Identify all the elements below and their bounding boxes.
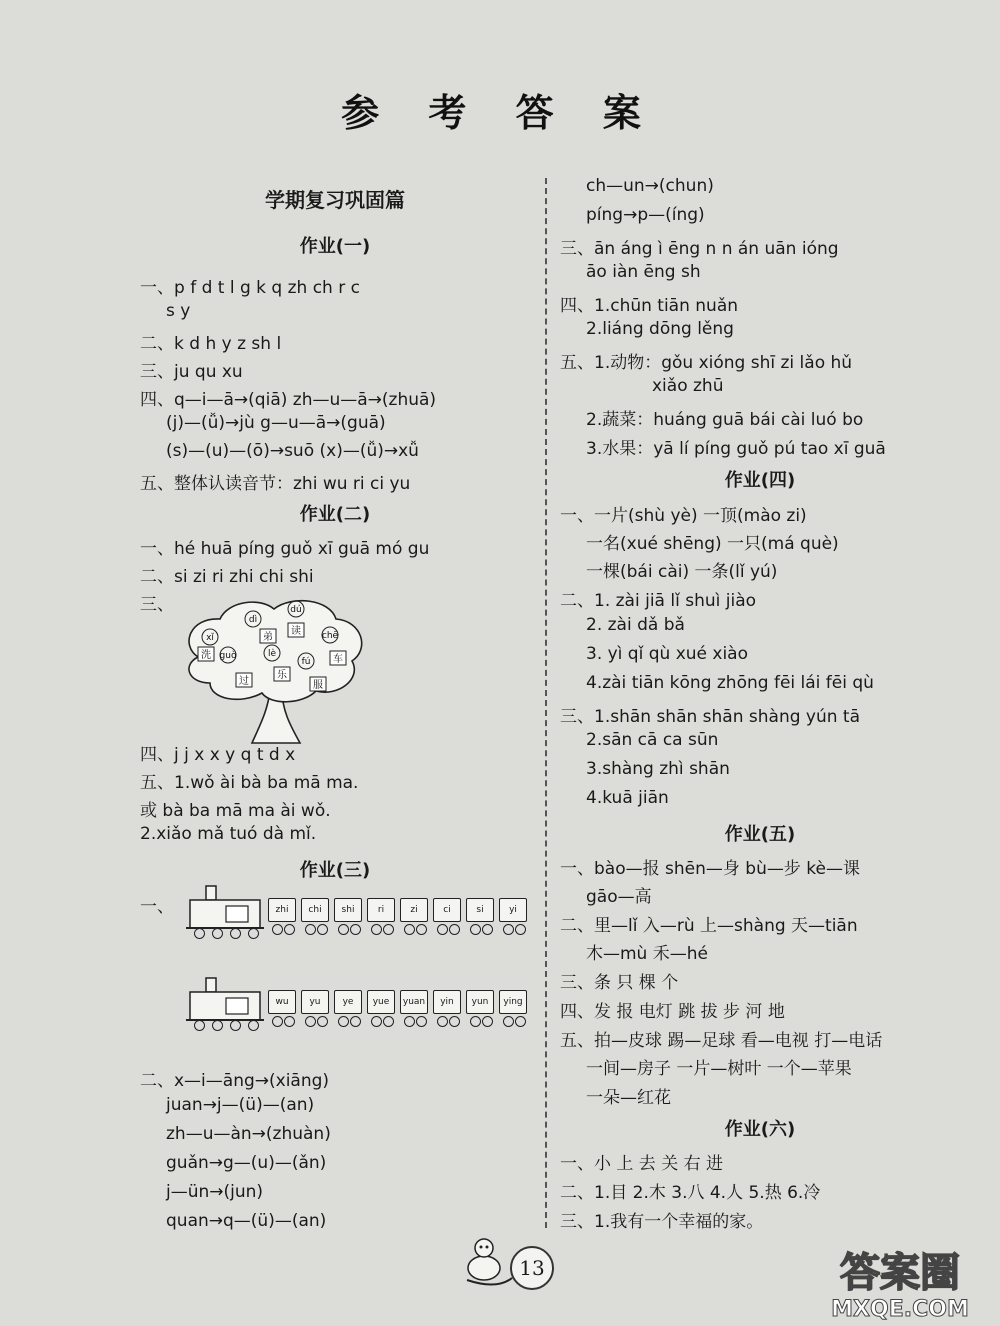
tree-char: 过 bbox=[239, 676, 249, 687]
hw2-line: 或 bà ba mā ma ài wǒ. bbox=[140, 801, 331, 821]
answer-line: 四、1.chūn tiān nuǎn bbox=[560, 296, 739, 316]
answer-line: 五、1.动物：gǒu xióng shī zi lǎo hǔ bbox=[560, 353, 853, 373]
wheel-icon bbox=[305, 924, 316, 935]
hw1-line: 二、k d h y z sh l bbox=[140, 334, 282, 354]
tree-pinyin: lè bbox=[267, 649, 277, 659]
wheel-icon bbox=[470, 924, 481, 935]
hw4-line: 4.kuā jiān bbox=[586, 788, 669, 808]
hw4-title: 作业(四) bbox=[724, 470, 796, 491]
wheel-icon bbox=[503, 924, 514, 935]
train-car: ri bbox=[367, 898, 395, 922]
hw6-line: 三、1.我有一个幸福的家。 bbox=[560, 1212, 764, 1232]
wheel-icon bbox=[404, 1016, 415, 1027]
hw3-line: zh—u—àn→(zhuàn) bbox=[166, 1124, 331, 1144]
tree-pinyin: chē bbox=[321, 631, 339, 641]
wheel-icon bbox=[350, 1016, 361, 1027]
page-number: 13 bbox=[510, 1246, 554, 1290]
wheel-icon bbox=[383, 924, 394, 935]
tree-pinyin: dì bbox=[248, 615, 258, 625]
wheel-icon bbox=[212, 928, 223, 939]
train-car: si bbox=[466, 898, 494, 922]
answer-line: xiǎo zhū bbox=[652, 376, 724, 396]
hw4-line: 二、1. zài jiā lǐ shuì jiào bbox=[560, 591, 757, 611]
section-title: 学期复习巩固篇 bbox=[265, 188, 405, 212]
tree-char: 读 bbox=[291, 626, 301, 637]
hw3-title: 作业(三) bbox=[299, 860, 371, 881]
wheel-icon bbox=[338, 924, 349, 935]
wheel-icon bbox=[272, 924, 283, 935]
hw2-line: 二、si zi ri zhi chi shi bbox=[140, 567, 314, 587]
hw2-line: 五、1.wǒ ài bà ba mā ma. bbox=[140, 773, 359, 793]
wheel-icon bbox=[515, 924, 526, 935]
hw6-line: 二、1.目 2.木 3.八 4.人 5.热 6.冷 bbox=[560, 1183, 821, 1203]
wheel-icon bbox=[503, 1016, 514, 1027]
wheel-icon bbox=[272, 1016, 283, 1027]
page-title: 参 考 答 案 bbox=[341, 90, 659, 135]
wheel-icon bbox=[230, 928, 241, 939]
hw5-line: 一间—房子 一片—树叶 一个—苹果 bbox=[586, 1059, 852, 1079]
hw4-line: 3.shàng zhì shān bbox=[586, 759, 730, 779]
hw1-title: 作业(一) bbox=[299, 236, 371, 257]
train-car: ye bbox=[334, 990, 362, 1014]
wheel-icon bbox=[212, 1020, 223, 1031]
watermark-url: MXQE.COM bbox=[831, 1297, 969, 1322]
wheel-icon bbox=[437, 924, 448, 935]
tree-pinyin: dú bbox=[290, 605, 302, 615]
column-divider bbox=[545, 178, 547, 1228]
train-car: yuan bbox=[400, 990, 428, 1014]
answer-line: 3.水果：yā lí píng guǒ pú tao xī guā bbox=[586, 439, 886, 459]
hw5-line: 五、拍—皮球 踢—足球 看—电视 打—电话 bbox=[560, 1031, 883, 1051]
train-car: wu bbox=[268, 990, 296, 1014]
hw1-line: s y bbox=[166, 301, 191, 321]
hw3-line: guǎn→g—(u)—(ǎn) bbox=[166, 1153, 327, 1173]
hw4-line: 3. yì qǐ qù xué xiào bbox=[586, 644, 748, 664]
hw3-line: 二、x—i—āng→(xiāng) bbox=[140, 1071, 330, 1091]
hw1-line: 三、ju qu xu bbox=[140, 362, 243, 382]
hw1-line: 五、整体认读音节：zhi wu ri ci yu bbox=[140, 474, 411, 494]
hw5-line: 四、发 报 电灯 跳 拔 步 河 地 bbox=[560, 1002, 785, 1022]
train-illustration bbox=[176, 974, 536, 1038]
hw2-line: 三、 bbox=[140, 595, 174, 615]
wheel-icon bbox=[284, 924, 295, 935]
hw2-line: 2.xiǎo mǎ tuó dà mǐ. bbox=[140, 824, 317, 844]
hw1-line: (s)—(u)—(ō)→suō (x)—(ǚ)→xǚ bbox=[166, 441, 419, 461]
tree-char: 弟 bbox=[263, 632, 273, 643]
wheel-icon bbox=[482, 924, 493, 935]
wheel-icon bbox=[383, 1016, 394, 1027]
wheel-icon bbox=[449, 1016, 460, 1027]
watermark-text: 答案圈 bbox=[840, 1250, 960, 1296]
hw1-line: 四、q—i—ā→(qiā) zh—u—ā→(zhuā) bbox=[140, 390, 437, 410]
tree-illustration bbox=[170, 595, 370, 745]
hw4-line: 4.zài tiān kōng zhōng fēi lái fēi qù bbox=[586, 673, 874, 693]
wheel-icon bbox=[317, 1016, 328, 1027]
hw5-line: 二、里—lǐ 入—rù 上—shàng 天—tiān bbox=[560, 916, 858, 936]
train-car: ying bbox=[499, 990, 527, 1014]
wheel-icon bbox=[416, 1016, 427, 1027]
train-car: zhi bbox=[268, 898, 296, 922]
wheel-icon bbox=[248, 1020, 259, 1031]
wheel-icon bbox=[194, 1020, 205, 1031]
hw6-line: 一、小 上 去 关 右 进 bbox=[560, 1154, 724, 1174]
hw3-line: 一、 bbox=[140, 897, 174, 917]
watermark-logo bbox=[800, 1240, 1000, 1326]
train-car: yin bbox=[433, 990, 461, 1014]
hw3-line: j—ün→(jun) bbox=[166, 1182, 264, 1202]
tree-pinyin: xǐ bbox=[206, 633, 214, 643]
train-illustration bbox=[176, 882, 536, 946]
hw5-line: gāo—高 bbox=[586, 887, 652, 907]
hw5-line: 木—mù 禾—hé bbox=[586, 944, 708, 964]
hw4-line: 2. zài dǎ bǎ bbox=[586, 615, 685, 635]
wheel-icon bbox=[305, 1016, 316, 1027]
wheel-icon bbox=[404, 924, 415, 935]
tree-char: 洗 bbox=[201, 650, 211, 661]
answer-line: ch—un→(chun) bbox=[586, 176, 714, 196]
hw6-title: 作业(六) bbox=[724, 1119, 796, 1140]
hw4-line: 一棵(bái cài) 一条(lǐ yú) bbox=[586, 562, 778, 582]
hw4-line: 一、一片(shù yè) 一顶(mào zi) bbox=[560, 506, 807, 526]
train-car: yu bbox=[301, 990, 329, 1014]
wheel-icon bbox=[371, 1016, 382, 1027]
hw5-line: 一、bào—报 shēn—身 bù—步 kè—课 bbox=[560, 859, 860, 879]
hw3-line: juan→j—(ü)—(an) bbox=[166, 1095, 315, 1115]
train-car: shi bbox=[334, 898, 362, 922]
wheel-icon bbox=[194, 928, 205, 939]
hw5-line: 一朵—红花 bbox=[586, 1088, 671, 1108]
wheel-icon bbox=[470, 1016, 481, 1027]
tree-pinyin: fú bbox=[301, 657, 311, 667]
hw4-line: 2.sān cā ca sūn bbox=[586, 730, 719, 750]
wheel-icon bbox=[515, 1016, 526, 1027]
wheel-icon bbox=[371, 924, 382, 935]
wheel-icon bbox=[437, 1016, 448, 1027]
wheel-icon bbox=[284, 1016, 295, 1027]
hw1-line: 一、p f d t l g k q zh ch r c bbox=[140, 278, 360, 298]
wheel-icon bbox=[338, 1016, 349, 1027]
hw5-title: 作业(五) bbox=[724, 824, 796, 845]
wheel-icon bbox=[416, 924, 427, 935]
answer-line: 2.蔬菜：huáng guā bái cài luó bo bbox=[586, 410, 864, 430]
hw5-line: 三、条 只 棵 个 bbox=[560, 973, 679, 993]
hw2-line: 四、j j x x y q t d x bbox=[140, 745, 296, 765]
wheel-icon bbox=[230, 1020, 241, 1031]
wheel-icon bbox=[449, 924, 460, 935]
train-car: zi bbox=[400, 898, 428, 922]
hw1-line: (j)—(ǚ)→jù g—u—ā→(guā) bbox=[166, 413, 386, 433]
answer-line: āo iàn ēng sh bbox=[586, 262, 701, 282]
hw4-line: 三、1.shān shān shān shàng yún tā bbox=[560, 707, 861, 727]
train-car: yun bbox=[466, 990, 494, 1014]
answer-line: 2.liáng dōng lěng bbox=[586, 319, 734, 339]
tree-pinyin: guò bbox=[219, 651, 237, 661]
tree-char: 服 bbox=[313, 680, 323, 691]
answer-line: píng→p—(íng) bbox=[586, 205, 705, 225]
train-car: ci bbox=[433, 898, 461, 922]
train-car: yue bbox=[367, 990, 395, 1014]
train-car: yi bbox=[499, 898, 527, 922]
tree-char: 车 bbox=[333, 654, 343, 665]
wheel-icon bbox=[482, 1016, 493, 1027]
answer-line: 三、ān áng ì ēng n n án uān ióng bbox=[560, 239, 839, 259]
hw4-line: 一名(xué shēng) 一只(má què) bbox=[586, 534, 839, 554]
tree-char: 乐 bbox=[277, 670, 287, 681]
hw2-line: 一、hé huā píng guǒ xī guā mó gu bbox=[140, 539, 430, 559]
train-car: chi bbox=[301, 898, 329, 922]
wheel-icon bbox=[350, 924, 361, 935]
hw2-title: 作业(二) bbox=[299, 504, 371, 525]
wheel-icon bbox=[248, 928, 259, 939]
hw3-line: quan→q—(ü)—(an) bbox=[166, 1211, 327, 1231]
wheel-icon bbox=[317, 924, 328, 935]
